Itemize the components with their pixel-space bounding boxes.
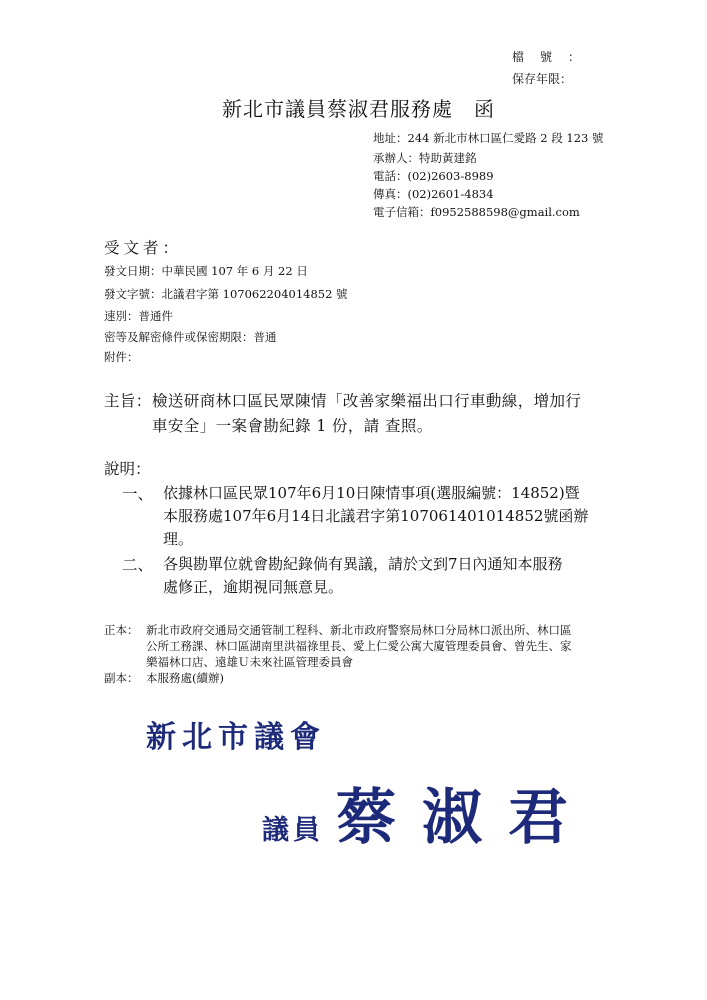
archive-period-label: 保存年限： — [512, 72, 573, 86]
subject-label: 主旨： — [104, 392, 152, 410]
subject-line: 檢送研商林口區民眾陳情「改善家樂福出口行車動線，增加行 — [152, 392, 582, 410]
explanation-label: 說明： — [104, 460, 151, 478]
office-fax: 傳真：(02)2601-4834 — [373, 187, 494, 201]
copy-recipients: 本服務處(續辦) — [146, 671, 224, 685]
explanation-item-number: 二、 — [122, 556, 154, 574]
explanation-item-number: 一、 — [122, 485, 154, 503]
explanation-item-line: 理。 — [163, 530, 194, 548]
office-contact-person: 承辦人：特助黃建銘 — [373, 151, 477, 165]
explanation-item-line: 各與勘單位就會勘紀錄倘有異議，請於文到7日內通知本服務 — [163, 555, 563, 573]
issue-date: 發文日期：中華民國 107 年 6 月 22 日 — [104, 264, 308, 278]
main-recipients-line: 新北市政府交通局交通管制工程科、新北市政府警察局林口分局林口派出所、林口區 — [146, 623, 572, 637]
stamp-signature-name: 蔡淑君 — [336, 783, 594, 853]
main-recipients-line: 樂福林口店、遠雄Ｕ未來社區管理委員會 — [146, 655, 353, 669]
document-number: 發文字號：北議君字第 107062204014852 號 — [104, 287, 348, 301]
copy-recipients-label: 副本： — [104, 671, 139, 685]
explanation-item-line: 依據林口區民眾107年6月10日陳情事項(選服編號：14852)暨 — [163, 484, 580, 502]
office-email: 電子信箱：f0952588598@gmail.com — [373, 205, 580, 219]
main-recipients-label: 正本： — [104, 623, 139, 637]
main-recipients-line: 公所工務課、林口區湖南里洪福祿里長、愛上仁愛公寓大廈管理委員會、曾先生、家 — [146, 639, 572, 653]
urgency: 速別：普通件 — [104, 309, 173, 323]
office-address: 地址：244 新北市林口區仁愛路 2 段 123 號 — [373, 131, 604, 145]
stamp-council-name: 新北市議會 — [146, 720, 326, 755]
archive-number-label: 檔號： — [512, 50, 597, 64]
attachments: 附件： — [104, 350, 139, 364]
office-phone: 電話：(02)2603-8989 — [373, 169, 494, 183]
document-title: 新北市議員蔡淑君服務處 函 — [222, 97, 495, 121]
recipient-label: 受文者： — [104, 239, 183, 257]
explanation-item-line: 處修正，逾期視同無意見。 — [163, 578, 344, 596]
confidentiality: 密等及解密條件或保密期限：普通 — [104, 330, 277, 344]
stamp-title: 議員 — [262, 815, 324, 846]
explanation-item-line: 本服務處107年6月14日北議君字第107061401014852號函辦 — [163, 507, 589, 525]
subject-line: 車安全」一案會勘紀錄 1 份，請 查照。 — [152, 417, 433, 435]
